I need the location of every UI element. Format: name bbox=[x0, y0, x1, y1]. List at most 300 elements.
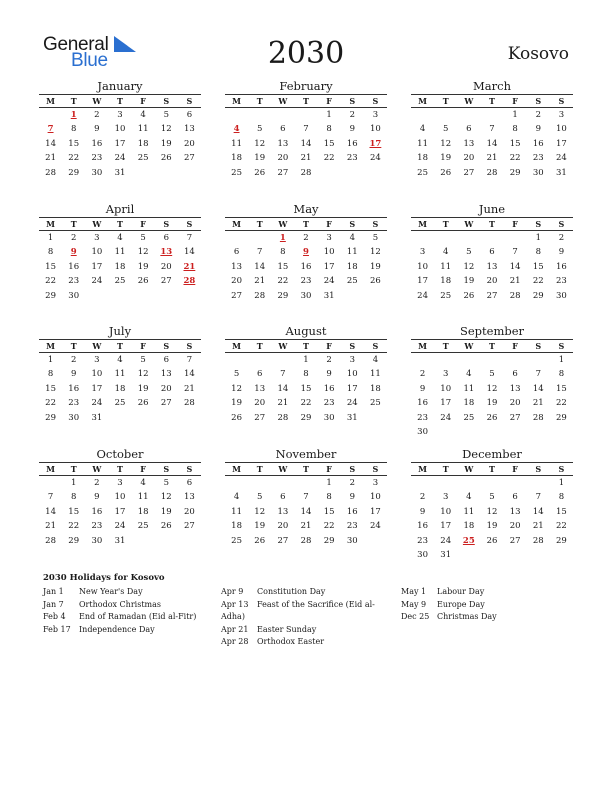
month-days-grid bbox=[39, 217, 201, 303]
empty-day-cell bbox=[248, 353, 271, 367]
day-cell: 3 bbox=[419, 247, 426, 258]
day-cell: 11 bbox=[231, 138, 242, 149]
weekday-header: W bbox=[85, 94, 108, 108]
day-cell: 3 bbox=[94, 233, 100, 243]
day-cell: 10 bbox=[556, 124, 567, 135]
day-cell: 26 bbox=[440, 167, 452, 178]
day-cell: 16 bbox=[323, 383, 335, 394]
day-cell: 6 bbox=[512, 492, 518, 503]
day-cell: 15 bbox=[556, 506, 567, 517]
day-cell: 2 bbox=[558, 233, 565, 243]
day-cell: 23 bbox=[91, 521, 103, 532]
weekday-header: T bbox=[294, 94, 317, 108]
day-cell: 2 bbox=[326, 355, 332, 365]
month-title: October bbox=[96, 447, 144, 461]
day-cell: 23 bbox=[323, 398, 335, 409]
month-november bbox=[225, 447, 387, 548]
day-cell: 11 bbox=[463, 383, 475, 394]
day-cell: 5 bbox=[257, 124, 263, 135]
month-october bbox=[39, 447, 201, 548]
day-cell: 22 bbox=[323, 521, 335, 532]
holiday-date: May 9 bbox=[401, 599, 427, 609]
day-cell: 8 bbox=[47, 247, 54, 258]
weekday-header: F bbox=[132, 339, 155, 353]
day-cell: 25 bbox=[137, 521, 149, 532]
day-cell: 12 bbox=[370, 247, 381, 258]
day-cell: 29 bbox=[300, 412, 312, 423]
day-cell: 10 bbox=[346, 369, 358, 380]
day-cell: 18 bbox=[370, 383, 381, 394]
weekday-header: T bbox=[480, 94, 503, 108]
weekday-header: T bbox=[108, 94, 131, 108]
empty-day-cell bbox=[434, 353, 457, 367]
holiday-day-cell: 9 bbox=[70, 247, 77, 258]
day-cell: 8 bbox=[303, 369, 309, 380]
day-cell: 28 bbox=[532, 412, 544, 423]
day-cell: 24 bbox=[370, 153, 381, 164]
holiday-item bbox=[221, 611, 396, 624]
day-cell: 9 bbox=[326, 369, 332, 380]
day-cell: 1 bbox=[303, 355, 309, 365]
day-cell: 2 bbox=[419, 369, 426, 380]
holiday-name: Adha) bbox=[221, 612, 245, 621]
day-cell: 8 bbox=[558, 492, 565, 503]
day-cell: 16 bbox=[68, 383, 80, 394]
month-days-grid bbox=[225, 94, 387, 180]
day-cell: 16 bbox=[532, 138, 544, 149]
day-cell: 22 bbox=[45, 276, 56, 287]
day-cell: 4 bbox=[117, 355, 123, 365]
day-cell: 11 bbox=[137, 492, 149, 503]
day-cell: 24 bbox=[323, 276, 335, 287]
day-cell: 28 bbox=[300, 535, 312, 546]
weekday-header: S bbox=[341, 94, 364, 108]
day-cell: 31 bbox=[114, 535, 126, 546]
holiday-day-cell: 7 bbox=[47, 124, 54, 135]
day-cell: 14 bbox=[532, 383, 544, 394]
month-july bbox=[39, 324, 201, 425]
day-cell: 19 bbox=[160, 506, 172, 517]
month-days-grid bbox=[411, 339, 573, 439]
day-cell: 12 bbox=[440, 138, 452, 149]
weekday-header: S bbox=[364, 94, 387, 108]
day-cell: 11 bbox=[346, 247, 358, 258]
day-cell: 12 bbox=[463, 261, 475, 272]
holiday-day-cell: 4 bbox=[233, 124, 240, 135]
day-cell: 18 bbox=[114, 383, 126, 394]
weekday-header: S bbox=[178, 94, 201, 108]
day-cell: 9 bbox=[419, 506, 426, 517]
day-cell: 31 bbox=[440, 549, 452, 560]
day-cell: 24 bbox=[440, 535, 452, 546]
weekday-header: T bbox=[62, 217, 85, 231]
day-cell: 28 bbox=[184, 398, 195, 409]
day-cell: 10 bbox=[370, 492, 381, 503]
holiday-name: Easter Sunday bbox=[257, 624, 317, 634]
weekday-header: S bbox=[527, 339, 550, 353]
day-cell: 16 bbox=[91, 138, 103, 149]
day-cell: 17 bbox=[91, 383, 103, 394]
day-cell: 13 bbox=[277, 506, 289, 517]
day-cell: 2 bbox=[71, 355, 77, 365]
empty-day-cell bbox=[527, 476, 550, 490]
day-cell: 8 bbox=[326, 124, 332, 135]
day-cell: 28 bbox=[300, 167, 312, 178]
day-cell: 6 bbox=[466, 124, 472, 135]
empty-day-cell bbox=[248, 476, 271, 490]
day-cell: 9 bbox=[419, 383, 426, 394]
weekday-header: T bbox=[434, 217, 457, 231]
day-cell: 2 bbox=[94, 478, 100, 488]
day-cell: 25 bbox=[463, 412, 475, 423]
weekday-header: S bbox=[550, 217, 573, 231]
day-cell: 14 bbox=[300, 506, 312, 517]
weekday-header: S bbox=[341, 339, 364, 353]
weekday-header: F bbox=[318, 462, 341, 476]
day-cell: 10 bbox=[440, 383, 452, 394]
empty-day-cell bbox=[480, 353, 503, 367]
month-march bbox=[411, 79, 573, 180]
day-cell: 11 bbox=[440, 261, 452, 272]
day-cell: 8 bbox=[71, 124, 77, 135]
weekday-header: S bbox=[155, 462, 178, 476]
day-cell: 23 bbox=[300, 276, 312, 287]
day-cell: 21 bbox=[277, 398, 289, 409]
day-cell: 30 bbox=[532, 167, 544, 178]
day-cell: 16 bbox=[417, 521, 428, 532]
day-cell: 9 bbox=[94, 492, 100, 503]
day-cell: 14 bbox=[45, 138, 56, 149]
weekday-header: M bbox=[39, 217, 62, 231]
holiday-item bbox=[43, 599, 213, 612]
day-cell: 20 bbox=[184, 506, 195, 517]
day-cell: 4 bbox=[349, 233, 355, 243]
day-cell: 5 bbox=[489, 369, 495, 380]
day-cell: 25 bbox=[231, 535, 242, 546]
day-cell: 30 bbox=[300, 290, 312, 301]
day-cell: 23 bbox=[346, 153, 358, 164]
day-cell: 26 bbox=[160, 153, 172, 164]
day-cell: 26 bbox=[486, 412, 498, 423]
weekday-header: W bbox=[271, 339, 294, 353]
day-cell: 23 bbox=[532, 153, 544, 164]
month-days-grid bbox=[225, 339, 387, 425]
month-days-grid bbox=[411, 94, 573, 180]
empty-day-cell bbox=[434, 108, 457, 122]
day-cell: 7 bbox=[489, 124, 495, 135]
day-cell: 22 bbox=[68, 521, 80, 532]
weekday-header: S bbox=[550, 462, 573, 476]
holiday-day-cell: 17 bbox=[369, 138, 382, 149]
weekday-header: S bbox=[550, 94, 573, 108]
month-april bbox=[39, 202, 201, 303]
day-cell: 29 bbox=[532, 290, 544, 301]
day-cell: 21 bbox=[254, 276, 266, 287]
day-cell: 9 bbox=[349, 492, 355, 503]
day-cell: 21 bbox=[486, 153, 498, 164]
day-cell: 9 bbox=[535, 124, 541, 135]
day-cell: 28 bbox=[486, 167, 498, 178]
day-cell: 7 bbox=[280, 369, 286, 380]
day-cell: 9 bbox=[558, 247, 565, 258]
day-cell: 14 bbox=[184, 369, 195, 380]
day-cell: 28 bbox=[509, 290, 521, 301]
weekday-header: T bbox=[108, 462, 131, 476]
day-cell: 26 bbox=[137, 398, 149, 409]
weekday-header: W bbox=[457, 462, 480, 476]
logo-text-general: General bbox=[43, 34, 109, 55]
day-cell: 16 bbox=[300, 261, 312, 272]
day-cell: 30 bbox=[68, 290, 80, 301]
day-cell: 24 bbox=[91, 398, 103, 409]
empty-day-cell bbox=[434, 231, 457, 245]
day-cell: 27 bbox=[277, 167, 289, 178]
month-days-grid bbox=[39, 462, 201, 548]
day-cell: 10 bbox=[323, 247, 335, 258]
day-cell: 20 bbox=[254, 398, 266, 409]
day-cell: 13 bbox=[509, 506, 521, 517]
day-cell: 5 bbox=[443, 124, 449, 135]
month-title: May bbox=[293, 202, 319, 216]
weekday-header: T bbox=[294, 462, 317, 476]
day-cell: 22 bbox=[556, 521, 567, 532]
day-cell: 27 bbox=[160, 276, 172, 287]
day-cell: 19 bbox=[160, 138, 172, 149]
day-cell: 11 bbox=[137, 124, 149, 135]
weekday-header: S bbox=[550, 339, 573, 353]
day-cell: 11 bbox=[114, 369, 126, 380]
month-title: June bbox=[478, 202, 506, 216]
day-cell: 18 bbox=[417, 153, 428, 164]
holiday-day-cell: 25 bbox=[462, 535, 475, 546]
day-cell: 7 bbox=[535, 492, 541, 503]
weekday-header: M bbox=[225, 462, 248, 476]
day-cell: 11 bbox=[370, 369, 381, 380]
weekday-header: S bbox=[155, 217, 178, 231]
day-cell: 22 bbox=[556, 398, 567, 409]
weekday-header: T bbox=[434, 462, 457, 476]
day-cell: 6 bbox=[186, 110, 193, 120]
day-cell: 20 bbox=[184, 138, 195, 149]
weekday-header: S bbox=[364, 462, 387, 476]
day-cell: 1 bbox=[326, 110, 332, 120]
day-cell: 26 bbox=[486, 535, 498, 546]
day-cell: 5 bbox=[372, 233, 379, 243]
month-days-grid bbox=[39, 94, 201, 180]
empty-day-cell bbox=[248, 231, 271, 245]
weekday-header: W bbox=[457, 339, 480, 353]
day-cell: 29 bbox=[556, 535, 567, 546]
holiday-name: End of Ramadan (Eid al-Fitr) bbox=[79, 612, 197, 621]
weekday-header: M bbox=[39, 462, 62, 476]
day-cell: 5 bbox=[466, 247, 472, 258]
day-cell: 26 bbox=[463, 290, 475, 301]
day-cell: 7 bbox=[535, 369, 541, 380]
day-cell: 6 bbox=[512, 369, 518, 380]
day-cell: 23 bbox=[346, 521, 358, 532]
day-cell: 6 bbox=[257, 369, 263, 380]
day-cell: 3 bbox=[443, 369, 449, 380]
day-cell: 13 bbox=[277, 138, 289, 149]
day-cell: 13 bbox=[509, 383, 521, 394]
day-cell: 8 bbox=[47, 369, 54, 380]
holiday-date: Apr 9 bbox=[221, 587, 244, 596]
day-cell: 21 bbox=[532, 398, 544, 409]
month-june bbox=[411, 202, 573, 303]
weekday-header: M bbox=[411, 339, 434, 353]
day-cell: 12 bbox=[254, 138, 266, 149]
empty-day-cell bbox=[457, 353, 480, 367]
day-cell: 17 bbox=[440, 521, 452, 532]
holiday-date: Jan 7 bbox=[43, 599, 64, 609]
month-title: March bbox=[473, 79, 511, 93]
day-cell: 6 bbox=[163, 233, 169, 243]
day-cell: 13 bbox=[160, 369, 172, 380]
day-cell: 16 bbox=[417, 398, 428, 409]
weekday-header: T bbox=[62, 94, 85, 108]
day-cell: 17 bbox=[114, 138, 126, 149]
weekday-header: S bbox=[527, 217, 550, 231]
day-cell: 22 bbox=[300, 398, 312, 409]
holiday-item bbox=[43, 624, 213, 637]
day-cell: 25 bbox=[114, 276, 126, 287]
day-cell: 29 bbox=[68, 535, 80, 546]
day-cell: 13 bbox=[184, 492, 195, 503]
day-cell: 3 bbox=[326, 233, 332, 243]
day-cell: 26 bbox=[231, 412, 242, 423]
day-cell: 18 bbox=[114, 261, 126, 272]
day-cell: 16 bbox=[68, 261, 80, 272]
day-cell: 1 bbox=[71, 478, 77, 488]
day-cell: 28 bbox=[532, 535, 544, 546]
day-cell: 9 bbox=[94, 124, 100, 135]
day-cell: 29 bbox=[68, 167, 80, 178]
day-cell: 30 bbox=[91, 535, 103, 546]
day-cell: 29 bbox=[509, 167, 521, 178]
day-cell: 19 bbox=[370, 261, 381, 272]
day-cell: 7 bbox=[257, 247, 263, 258]
day-cell: 25 bbox=[440, 290, 452, 301]
holiday-item bbox=[221, 636, 396, 649]
day-cell: 19 bbox=[137, 261, 149, 272]
weekday-header: S bbox=[178, 462, 201, 476]
holiday-list bbox=[43, 573, 583, 646]
holiday-name: Orthodox Easter bbox=[257, 637, 325, 646]
weekday-header: M bbox=[411, 462, 434, 476]
weekday-header: T bbox=[480, 217, 503, 231]
day-cell: 23 bbox=[68, 276, 80, 287]
day-cell: 22 bbox=[532, 276, 544, 287]
empty-day-cell bbox=[225, 353, 248, 367]
day-cell: 27 bbox=[160, 398, 172, 409]
day-cell: 5 bbox=[163, 110, 169, 120]
day-cell: 13 bbox=[254, 383, 266, 394]
day-cell: 13 bbox=[486, 261, 498, 272]
day-cell: 21 bbox=[45, 521, 56, 532]
weekday-header: W bbox=[457, 94, 480, 108]
page-title-year: 2030 bbox=[267, 36, 345, 71]
day-cell: 27 bbox=[463, 167, 475, 178]
day-cell: 9 bbox=[71, 369, 77, 380]
day-cell: 10 bbox=[91, 247, 103, 258]
weekday-header: W bbox=[85, 462, 108, 476]
day-cell: 11 bbox=[114, 247, 126, 258]
day-cell: 1 bbox=[512, 110, 518, 120]
day-cell: 30 bbox=[91, 167, 103, 178]
day-cell: 12 bbox=[486, 383, 498, 394]
day-cell: 3 bbox=[94, 355, 100, 365]
holiday-name: Labour Day bbox=[437, 587, 485, 596]
weekday-header: T bbox=[108, 339, 131, 353]
day-cell: 23 bbox=[556, 276, 567, 287]
day-cell: 18 bbox=[463, 521, 475, 532]
day-cell: 4 bbox=[443, 247, 449, 258]
day-cell: 7 bbox=[186, 233, 193, 243]
day-cell: 31 bbox=[346, 412, 358, 423]
day-cell: 24 bbox=[417, 290, 428, 301]
day-cell: 16 bbox=[556, 261, 567, 272]
day-cell: 15 bbox=[556, 383, 567, 394]
weekday-header: W bbox=[85, 217, 108, 231]
day-cell: 25 bbox=[137, 153, 149, 164]
month-december bbox=[411, 447, 573, 562]
holiday-date: Dec 25 bbox=[401, 612, 430, 621]
day-cell: 2 bbox=[349, 110, 355, 120]
holiday-item bbox=[221, 586, 396, 599]
day-cell: 6 bbox=[163, 355, 169, 365]
day-cell: 16 bbox=[91, 506, 103, 517]
day-cell: 26 bbox=[370, 276, 381, 287]
weekday-header: F bbox=[132, 217, 155, 231]
weekday-header: M bbox=[225, 94, 248, 108]
empty-day-cell bbox=[457, 231, 480, 245]
day-cell: 26 bbox=[254, 167, 266, 178]
empty-day-cell bbox=[504, 476, 527, 490]
day-cell: 3 bbox=[117, 478, 123, 488]
day-cell: 10 bbox=[91, 369, 103, 380]
empty-day-cell bbox=[457, 476, 480, 490]
day-cell: 4 bbox=[466, 492, 472, 503]
day-cell: 21 bbox=[532, 521, 544, 532]
empty-day-cell bbox=[504, 353, 527, 367]
holiday-item bbox=[221, 599, 396, 612]
day-cell: 21 bbox=[509, 276, 521, 287]
day-cell: 18 bbox=[137, 506, 149, 517]
day-cell: 19 bbox=[486, 398, 498, 409]
day-cell: 4 bbox=[233, 492, 240, 503]
day-cell: 23 bbox=[417, 535, 428, 546]
day-cell: 20 bbox=[509, 521, 521, 532]
day-cell: 10 bbox=[440, 506, 452, 517]
day-cell: 27 bbox=[184, 153, 195, 164]
holiday-column bbox=[43, 586, 213, 636]
day-cell: 6 bbox=[186, 478, 193, 488]
day-cell: 6 bbox=[280, 124, 286, 135]
day-cell: 2 bbox=[419, 492, 426, 503]
weekday-header: T bbox=[480, 462, 503, 476]
day-cell: 7 bbox=[303, 492, 309, 503]
holiday-column bbox=[401, 586, 581, 624]
day-cell: 29 bbox=[45, 412, 56, 423]
day-cell: 9 bbox=[349, 124, 355, 135]
day-cell: 31 bbox=[114, 167, 126, 178]
month-title: December bbox=[462, 447, 522, 461]
day-cell: 19 bbox=[137, 383, 149, 394]
day-cell: 14 bbox=[300, 138, 312, 149]
day-cell: 16 bbox=[346, 138, 358, 149]
day-cell: 20 bbox=[509, 398, 521, 409]
day-cell: 8 bbox=[326, 492, 332, 503]
